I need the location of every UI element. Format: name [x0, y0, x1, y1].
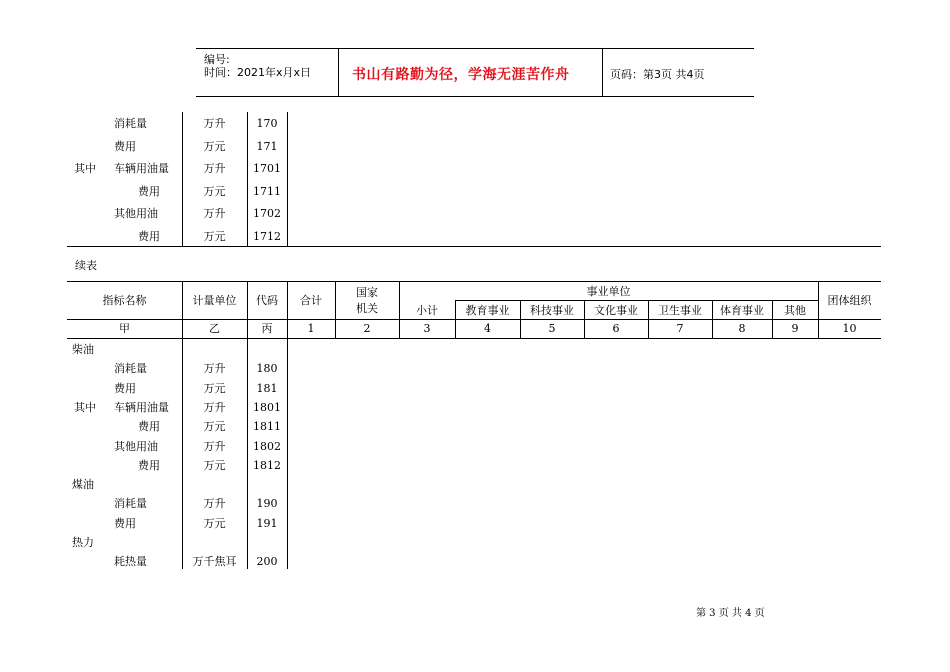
row-code: 1811 — [253, 420, 281, 434]
header-government-line2: 机关 — [356, 302, 378, 315]
page-number-label: 页码：第3页 共4页 — [610, 68, 705, 81]
row-indicator-name: 车辆用油量 — [114, 162, 169, 176]
row-code: 180 — [256, 362, 278, 376]
row-code: 1802 — [253, 439, 281, 453]
row-indicator-name: 费用 — [138, 458, 160, 472]
header-health: 卫生事业 — [658, 304, 702, 317]
row-unit: 万元 — [203, 230, 226, 243]
index-cell: 5 — [548, 322, 556, 335]
header-sports: 体育事业 — [720, 304, 764, 317]
index-cell: 乙 — [209, 322, 220, 335]
row-code: 1812 — [253, 458, 281, 472]
row-unit: 万元 — [203, 184, 226, 198]
continued-label: 续表 — [75, 259, 97, 272]
header-government-line1: 国家 — [356, 286, 378, 299]
section-title: 柴油 — [72, 343, 94, 356]
index-cell: 10 — [842, 322, 857, 335]
row-code: 191 — [256, 516, 278, 530]
index-cell: 1 — [307, 322, 315, 335]
header-subtotal: 小计 — [416, 304, 438, 317]
row-indicator-name: 车辆用油量 — [114, 400, 169, 414]
row-indicator-name: 费用 — [138, 184, 160, 198]
row-code: 200 — [256, 555, 278, 569]
row-unit: 万升 — [203, 362, 226, 376]
header-indicator-name: 指标名称 — [102, 294, 147, 307]
row-unit: 万元 — [203, 139, 226, 153]
index-cell: 2 — [363, 322, 371, 335]
header-culture: 文化事业 — [594, 304, 638, 317]
row-indicator-name: 其他用油 — [114, 207, 158, 221]
row-unit: 万升 — [203, 497, 226, 511]
index-cell: 9 — [791, 322, 799, 335]
index-cell: 6 — [612, 322, 620, 335]
index-cell: 甲 — [119, 322, 130, 335]
index-cell: 丙 — [261, 322, 273, 335]
header-social-organizations: 团体组织 — [827, 294, 872, 307]
row-indicator-name: 消耗量 — [114, 117, 147, 130]
row-indicator-name: 耗热量 — [114, 555, 147, 569]
header-education: 教育事业 — [465, 304, 510, 317]
index-cell: 7 — [676, 322, 684, 335]
row-unit: 万升 — [203, 439, 226, 453]
row-prefix: 其中 — [74, 400, 96, 414]
row-unit: 万元 — [203, 381, 226, 395]
header-public-institutions: 事业单位 — [586, 285, 631, 298]
index-cell: 3 — [423, 322, 431, 335]
row-indicator-name: 费用 — [114, 381, 136, 395]
page-footer: 第 3 页 共 4 页 — [696, 608, 765, 619]
row-indicator-name: 费用 — [114, 139, 136, 153]
index-cell: 8 — [738, 322, 746, 335]
row-unit: 万元 — [203, 420, 226, 434]
row-code: 1701 — [253, 162, 281, 176]
row-unit: 万元 — [203, 516, 226, 530]
row-indicator-name: 费用 — [114, 516, 136, 530]
header-unit: 计量单位 — [192, 294, 237, 307]
row-code: 1712 — [253, 230, 281, 243]
row-prefix: 其中 — [74, 162, 96, 176]
document-date-label: 时间：2021年x月x日 — [204, 66, 312, 79]
header-other: 其他 — [784, 304, 806, 317]
header-code: 代码 — [256, 294, 278, 307]
row-unit: 万升 — [203, 162, 226, 176]
row-indicator-name: 消耗量 — [114, 497, 147, 511]
row-indicator-name: 费用 — [138, 230, 160, 243]
document-number-label: 编号: — [204, 53, 230, 66]
row-code: 190 — [256, 497, 278, 511]
row-unit: 万元 — [203, 458, 226, 472]
section-title: 热力 — [72, 536, 94, 549]
row-code: 170 — [256, 117, 278, 130]
motto-text: 书山有路勤为径，学海无涯苦作舟 — [352, 67, 570, 83]
header-science: 科技事业 — [530, 304, 574, 317]
index-cell: 4 — [484, 322, 491, 335]
row-unit: 万升 — [203, 117, 226, 130]
row-indicator-name: 费用 — [138, 420, 160, 434]
row-code: 1711 — [253, 184, 281, 198]
row-code: 181 — [256, 381, 278, 395]
row-unit: 万升 — [203, 400, 226, 414]
row-code: 1801 — [253, 400, 281, 414]
row-unit: 万千焦耳 — [192, 555, 237, 569]
row-indicator-name: 消耗量 — [114, 362, 147, 376]
row-code: 1702 — [253, 207, 281, 221]
row-code: 171 — [256, 139, 278, 153]
row-indicator-name: 其他用油 — [114, 439, 158, 453]
section-title: 煤油 — [72, 478, 94, 492]
row-unit: 万升 — [203, 207, 226, 221]
header-total: 合计 — [300, 294, 322, 307]
